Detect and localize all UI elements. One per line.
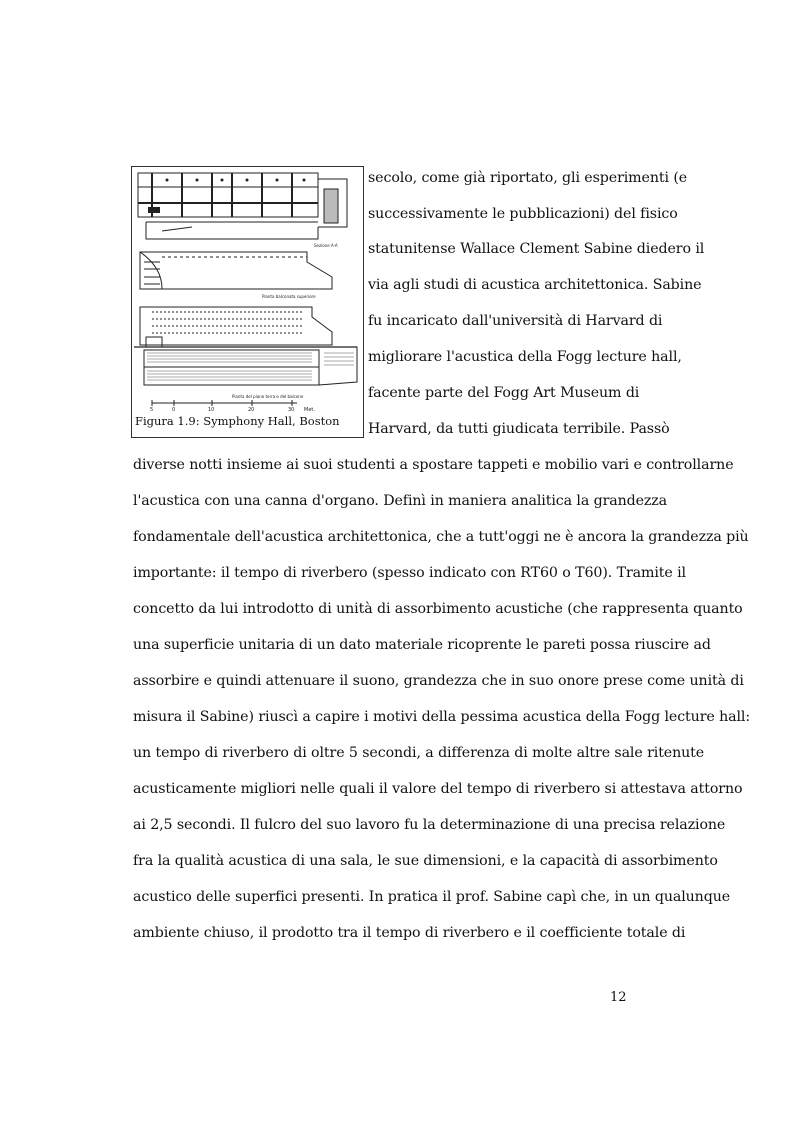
scale-tick: 5 — [150, 407, 154, 412]
label-pianta: Pianta balconata superiore — [262, 294, 316, 299]
paragraph-line: ai 2,5 secondi. Il fulcro del suo lavoro fu la determinazione di una precisa relazione — [133, 817, 726, 833]
scale-tick: 0 — [172, 407, 176, 412]
paragraph-line: ambiente chiuso, il prodotto tra il tempo di riverbero e il coefficiente totale di — [133, 925, 686, 941]
paragraph-line: concetto da lui introdotto di unità di assorbimento acustiche (che rappresenta quanto — [133, 601, 743, 617]
paragraph-line: l'acustica con una canna d'organo. Definì in maniera analitica la grandezza — [133, 493, 668, 509]
scale-tick: Met. — [304, 407, 315, 412]
architectural-drawing — [132, 167, 363, 412]
label-pianta-piano: Pianta del piano terra e del balcone — [232, 394, 304, 399]
scale-tick: 20 — [248, 407, 255, 412]
paragraph-line: fu incaricato dall'università di Harvard di — [368, 313, 663, 329]
paragraph-line: un tempo di riverbero di oltre 5 secondi, a differenza di molte altre sale ritenute — [133, 745, 705, 761]
figure-symphony-hall — [131, 166, 364, 438]
paragraph-line: acusticamente migliori nelle quali il valore del tempo di riverbero si attestava attorno — [133, 781, 743, 797]
paragraph-line: Harvard, da tutti giudicata terribile. Passò — [368, 421, 670, 437]
paragraph-line: importante: il tempo di riverbero (spesso indicato con RT60 o T60). Tramite il — [133, 565, 686, 581]
paragraph-line: statunitense Wallace Clement Sabine diedero il — [368, 241, 705, 257]
label-sezione: Sezione A-A — [314, 243, 338, 248]
paragraph-line: assorbire e quindi attenuare il suono, grandezza che in suo onore prese come unità di — [133, 673, 744, 689]
paragraph-line: via agli studi di acustica architettonica. Sabine — [368, 277, 702, 293]
paragraph-line: una superficie unitaria di un dato materiale ricoprente le pareti possa riuscire ad — [133, 637, 711, 653]
paragraph-line: facente parte del Fogg Art Museum di — [368, 385, 640, 401]
paragraph-line: misura il Sabine) riuscì a capire i motivi della pessima acustica della Fogg lecture hall: — [133, 709, 751, 725]
paragraph-line: diverse notti insieme ai suoi studenti a spostare tappeti e mobilio vari e controllarne — [133, 457, 734, 473]
paragraph-line: secolo, come già riportato, gli esperimenti (e — [368, 170, 688, 186]
paragraph-line: fra la qualità acustica di una sala, le sue dimensioni, e la capacità di assorbimento — [133, 853, 718, 869]
page-number: 12 — [610, 990, 627, 1005]
figure-caption: Figura 1.9: Symphony Hall, Boston — [135, 414, 340, 428]
paragraph-line: migliorare l'acustica della Fogg lecture hall, — [368, 349, 682, 365]
scale-tick: 30 — [288, 407, 295, 412]
paragraph-line: successivamente le pubblicazioni) del fisico — [368, 206, 678, 222]
paragraph-line: fondamentale dell'acustica architettonica, che a tutt'oggi ne è ancora la grandezza più — [133, 529, 749, 545]
scale-tick: 10 — [208, 407, 215, 412]
paragraph-line: acustico delle superfici presenti. In pratica il prof. Sabine capì che, in un qualunque — [133, 889, 731, 905]
